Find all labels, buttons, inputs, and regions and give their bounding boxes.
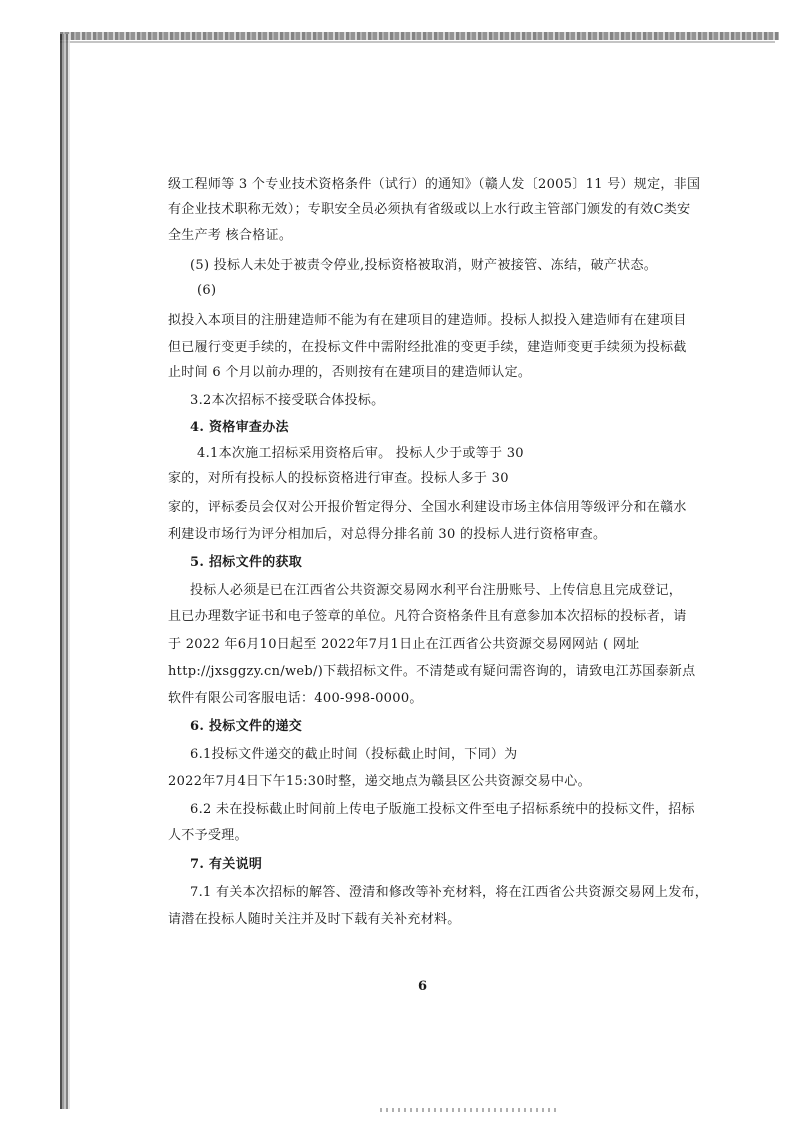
paragraph-line: 拟投入本项目的注册建造师不能为有在建项目的建造师。投标人拟投入建造师有在建项目 <box>168 313 687 328</box>
list-marker: (6) <box>197 283 217 298</box>
paragraph-line: 家的，对所有投标人的投标资格进行审查。投标人多于 30 <box>168 471 509 486</box>
section-heading: 7. 有关说明 <box>190 857 263 872</box>
paragraph-line: 但已履行变更手续的，在投标文件中需附经批准的变更手续，建造师变更手续须为投标截 <box>168 340 687 355</box>
paragraph-line: 2022年7月4日下午15:30时整，递交地点为赣县区公共资源交易中心。 <box>168 774 591 789</box>
paragraph-line: 于 2022 年6月10日起至 2022年7月1日止在江西省公共资源交易网网站 ( 网址 <box>168 637 640 652</box>
paragraph-line: 家的，评标委员会仅对公开报价暂定得分、全国水利建设市场主体信用等级评分和在赣水 <box>168 500 687 515</box>
paragraph-line: 有企业技术职称无效）；专职安全员必须执有省级或以上水行政主管部门颁发的有效C类安 <box>168 202 691 217</box>
paragraph-line: 人不予受理。 <box>168 828 248 843</box>
section-heading: 4. 资格审查办法 <box>190 420 289 435</box>
paragraph-line: 止时间 6 个月以前办理的，否则按有在建项目的建造师认定。 <box>168 365 532 380</box>
paragraph-line: 且已办理数字证书和电子签章的单位。凡符合资格条件且有意参加本次招标的投标者，请 <box>168 609 687 624</box>
paragraph-line: 级工程师等 3 个专业技术资格条件（试行）的通知》（赣人发〔2005〕11 号）规定，非国 <box>168 177 701 192</box>
paragraph-line: 6.2 未在投标截止时间前上传电子版施工投标文件至电子招标系统中的投标文件，招标 <box>190 802 695 817</box>
paragraph-line: http://jxsggzy.cn/web/)下载招标文件。不清楚或有疑问需咨询的，请致电江苏国泰新点 <box>168 664 696 679</box>
paragraph-line: 请潜在投标人随时关注并及时下载有关补充材料。 <box>168 912 461 927</box>
paragraph-line: 投标人必须是已在江西省公共资源交易网水利平台注册账号、上传信息且完成登记， <box>190 583 683 598</box>
page-number: 6 <box>418 979 428 994</box>
paragraph-line: 利建设市场行为评分相加后，对总得分排名前 30 的投标人进行资格审查。 <box>168 527 607 542</box>
paragraph-line: 6.1投标文件递交的截止时间（投标截止时间，下同）为 <box>190 747 518 762</box>
section-heading: 6. 投标文件的递交 <box>190 719 303 734</box>
paragraph-line: (5) 投标人未处于被责令停业,投标资格被取消，财产被接管、冻结，破产状态。 <box>190 258 658 273</box>
scan-edge-bottom <box>380 1108 560 1112</box>
paragraph-line: 3.2本次招标不接受联合体投标。 <box>190 393 385 408</box>
paragraph-line: 7.1 有关本次招标的解答、澄清和修改等补充材料，将在江西省公共资源交易网上发布， <box>190 885 709 900</box>
section-heading: 5. 招标文件的获取 <box>190 555 303 570</box>
paragraph-line: 软件有限公司客服电话：400-998-0000。 <box>168 691 423 706</box>
scan-edge-top-line <box>60 41 775 43</box>
paragraph-line: 全生产考 核合格证。 <box>168 228 293 243</box>
scan-edge-top <box>60 32 779 40</box>
scan-edge-left <box>60 34 70 1109</box>
paragraph-line: 4.1本次施工招标采用资格后审。 投标人少于或等于 30 <box>197 446 524 461</box>
